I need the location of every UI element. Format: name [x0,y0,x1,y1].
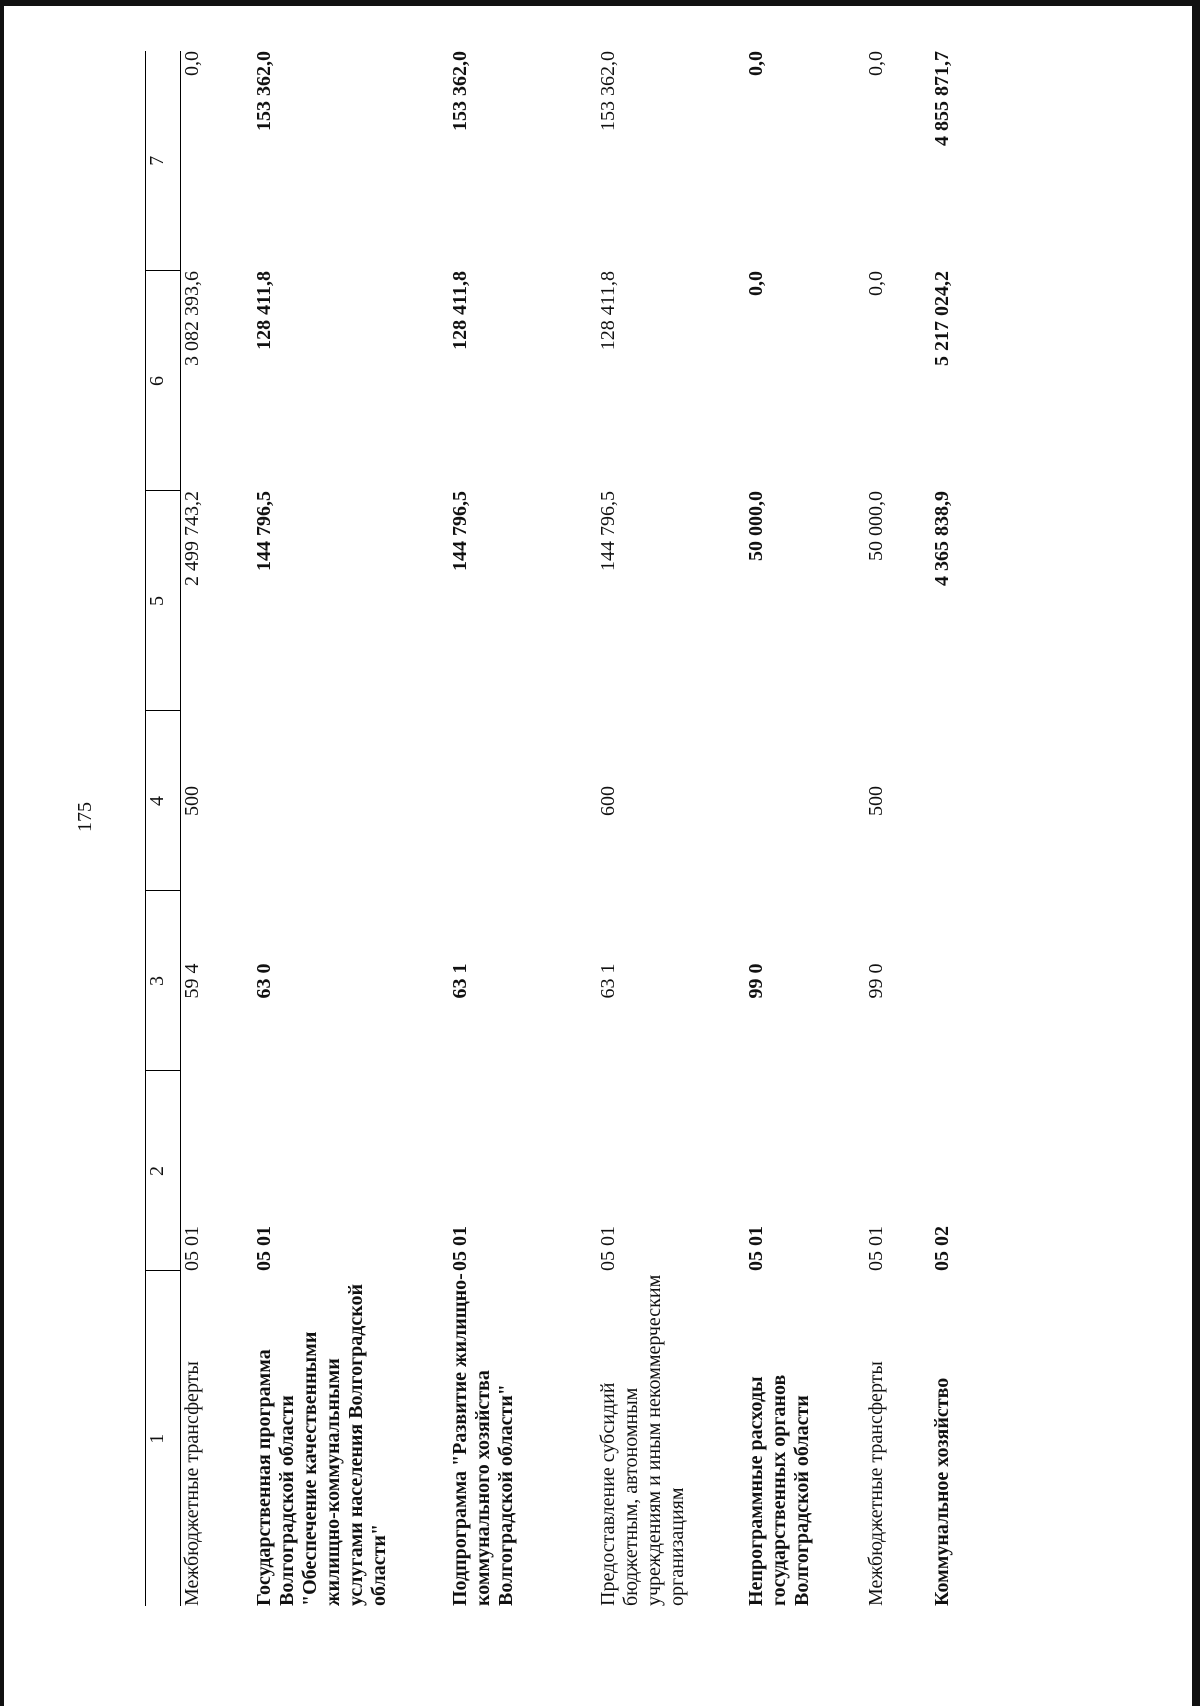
row-section-code: 05 01 [181,1226,203,1271]
row-target-code [931,891,991,1071]
row-name: Предоставление субсидий бюджетным, автономным учреждениям и иным некоммерческим организациям [596,1274,688,1606]
row-section-code: 05 01 [448,1226,471,1271]
row-name: Подпрограмма "Развитие жилищно-коммунального хозяйства Волгоградской области" [448,1273,517,1606]
scan-border-right [1192,0,1200,1706]
table-row [745,51,865,1606]
budget-table [145,51,991,1606]
row-target-code: 99 0 [864,963,887,999]
row-value-5: 50 000,0 [744,491,767,561]
row-section-code: 05 02 [930,1226,953,1271]
row-expense-type: 500 [181,786,203,816]
row-value-7: 0,0 [864,51,887,76]
table-row [931,51,991,1606]
row-value-5: 50 000,0 [864,491,887,561]
budget-table-container [145,51,1080,1606]
row-expense-type [449,711,597,891]
row-value-6: 5 217 024,2 [930,271,953,366]
row-expense-type: 500 [864,786,887,816]
header-col-2: 2 [146,1071,181,1271]
header-col-5: 5 [146,491,181,711]
row-name: Коммунальное хозяйство [930,1377,953,1606]
header-col-6: 6 [146,271,181,491]
row-target-code: 63 1 [596,963,619,999]
row-section-code: 05 01 [744,1226,767,1271]
table-row [865,51,931,1606]
header-col-1: 1 [146,1271,181,1606]
row-name: Межбюджетные трансферты [181,1361,203,1606]
row-value-6: 0,0 [864,271,887,296]
row-value-6: 3 082 393,6 [181,271,203,366]
row-target-code: 59 4 [181,963,203,999]
table-row [597,51,745,1606]
page-number: 175 [74,802,96,832]
row-section-code: 05 01 [252,1226,275,1271]
row-section-code: 05 01 [596,1226,619,1271]
row-expense-type [931,711,991,891]
row-name: Непрограммные расходы государственных органов Волгоградской области [744,1374,813,1606]
scan-border-left [0,0,4,1706]
row-value-7: 153 362,0 [252,51,275,131]
row-value-7: 0,0 [181,51,203,76]
row-value-6: 128 411,8 [448,271,471,350]
scan-border-top [0,0,1200,6]
table-row [253,51,449,1606]
table-row [449,51,597,1606]
row-value-5: 144 796,5 [448,491,471,571]
row-value-6: 0,0 [744,271,767,296]
row-expense-type [253,711,449,891]
row-value-7: 4 855 871,7 [930,51,953,146]
row-target-code: 63 1 [448,963,471,999]
row-target-code: 99 0 [744,963,767,999]
row-value-5: 4 365 838,9 [930,491,953,586]
row-value-5: 2 499 743,2 [181,491,203,586]
row-name: Государственная программа Волгоградской области "Обеспечение качественными жилищно-коммунальными услугами населения Волгоградской области" [252,1283,390,1606]
row-section-code: 05 01 [864,1226,887,1271]
row-value-5: 144 796,5 [596,491,619,571]
row-value-7: 153 362,0 [448,51,471,131]
header-col-7: 7 [146,51,181,271]
row-value-5: 144 796,5 [252,491,275,571]
row-target-code: 63 0 [252,963,275,999]
table-header-row [146,51,181,1606]
row-value-6: 128 411,8 [596,271,619,351]
header-col-4: 4 [146,711,181,891]
row-value-6: 128 411,8 [252,271,275,350]
row-name: Межбюджетные трансферты [864,1361,887,1606]
table-row [181,51,253,1606]
row-value-7: 0,0 [744,51,767,76]
row-value-7: 153 362,0 [596,51,619,131]
header-col-3: 3 [146,891,181,1071]
row-expense-type: 600 [596,786,619,816]
row-expense-type [745,711,865,891]
